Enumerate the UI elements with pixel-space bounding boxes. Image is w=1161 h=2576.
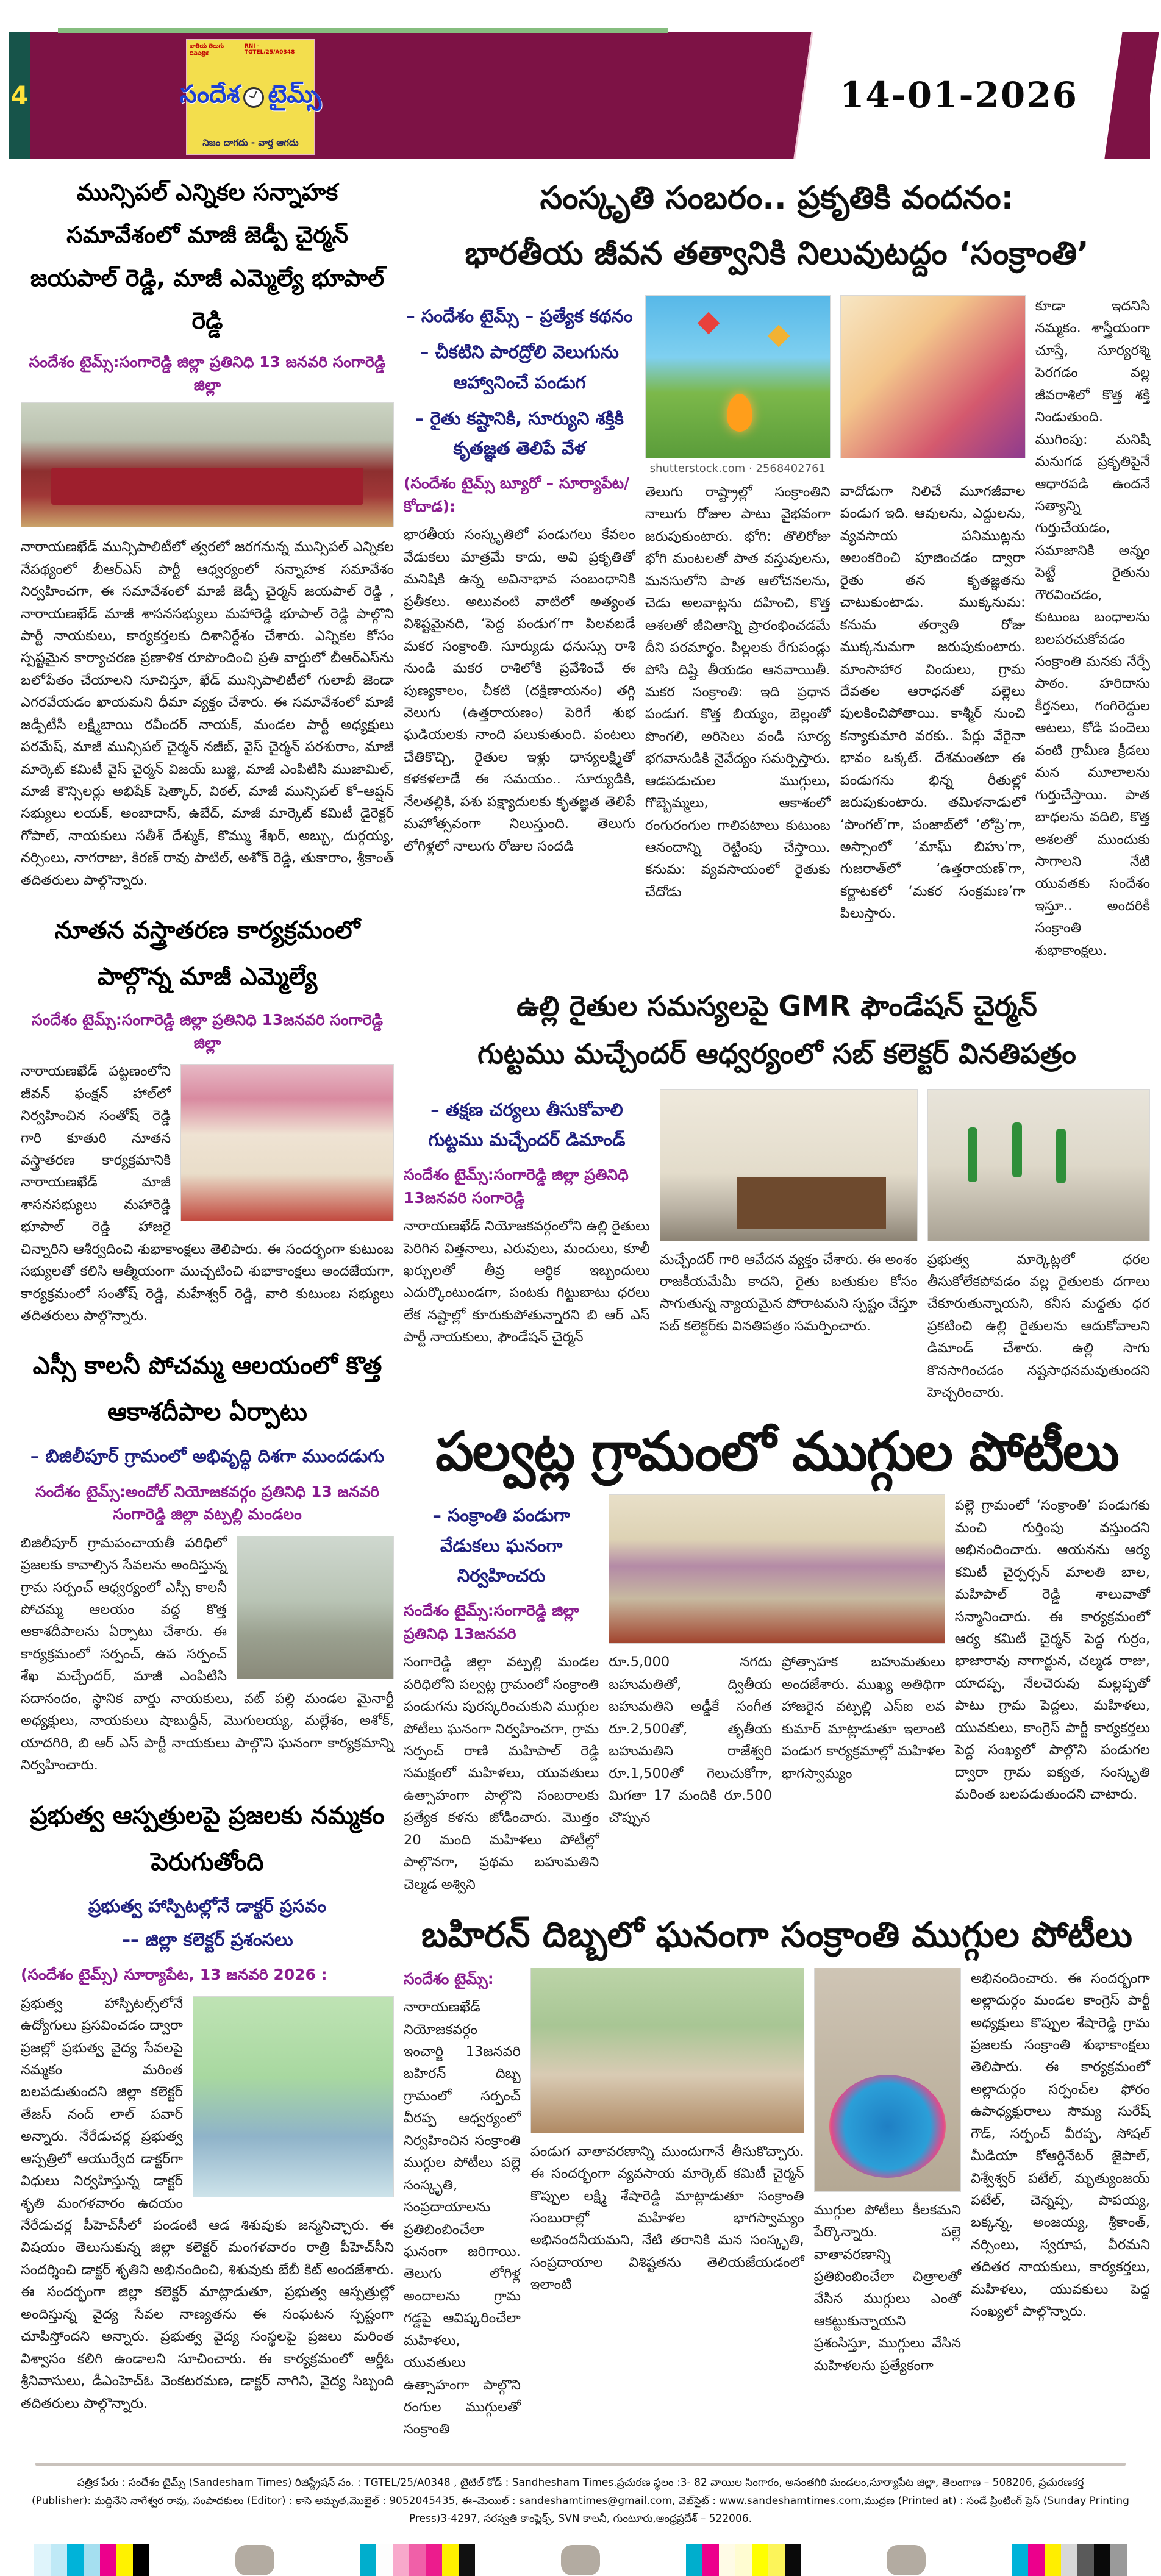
photo-function-hall [180,1064,394,1221]
bonfire-shape [727,394,752,432]
kite-shape [698,312,720,335]
logo-title-right: టైమ్స్ [268,80,322,109]
sankranti-col3: వాదోడుగా నిలిచే మూగజీవాల పండుగ ఇది. ఆవులను, ఎద్దులను, వ్యవసాయ పనిముట్లను అలంకరించి పూజించడం ద్వారా రైతు తన కృతజ్ఞతను చాటుకుంటాడు. ముక్కనుమ: కనుమ తర్వాతి రోజు ముక్కనుమగా జరుపుకుంటారు. మాంసాహార విందులు, గ్రామ దేవతల ఆరాధనతో పల్లెలు పులకించిపోతాయి. కాశ్మీర్ నుంచి కన్యాకుమారి వరకు.. పేర్లు వేరైనా భావం ఒక్కటే. దేశమంతటా ఈ పండుగను భిన్న రీతుల్లో జరుపుకుంటారు. తమిళనాడులో ‘పొంగల్’గా, పంజాబ్‌లో ‘లోప్రి’గా, అస్సాంలో ‘మాఘ్ బిహు’గా, గుజరాత్‌లో ‘ఉత్తరాయణ్’గా, కర్ణాటకలో ‘మకర సంక్రమణ’గా పిలుస్తారు. [840,483,1026,922]
edition-date: 14-01-2026 [840,74,1078,116]
bullet-3: – రైతు కష్టానికి, సూర్యుని శక్తికి కృతజ్ఞత తెలిపే వేళ [415,407,624,459]
footer-divider [35,2463,1126,2466]
color-swatch [67,2544,84,2576]
bahiran-lead-column [404,1968,521,2441]
sankranti-photo-column-2 [840,295,1026,925]
logo-top-row [190,43,312,58]
article-byline: సందేశం టైమ్స్: [404,1969,494,1988]
photo-caption: shutterstock.com · 2568402761 [649,462,826,475]
article-byline: సందేశం టైమ్స్:సంగారెడ్డి జిల్లా ప్రతినిధి 13 జనవరి సంగారెడ్డి జిల్లా [29,353,386,394]
newspaper-logo [179,39,322,155]
registration-blob [561,2545,600,2575]
photo-prize-distribution [530,1968,804,2133]
article-headline-line1: ఉల్లి రైతుల సమస్యలపై GMR ఫౌండేషన్ చైర్మన్ [516,990,1037,1023]
bahiran-right-column [971,1968,1150,2323]
article-headline: ఎస్సీ కాలనీ పోచమ్మ ఆలయంలో కొత్త ఆకాశదీపాల ఏర్పాటు [32,1352,382,1427]
print-color-calibration-bars [34,2544,1127,2576]
color-swatch [393,2544,409,2576]
sankranti-col1: భారతీయ సంస్కృతిలో పండుగలు కేవలం వేడుకలు మాత్రమే కాదు, అవి ప్రకృతితో మనిషికి ఉన్న అవినాభావ సంబంధానికి ప్రతీకలు. అటువంటి వాటిలో అత్యంత విశిష్టమైనది, ‘పెద్ద పండుగ’గా పిలవబడే మకర సంక్రాంతి. సూర్యుడు ధనుస్సు రాశి నుండి మకర రాశిలోకి ప్రవేశించే ఈ పుణ్యకాలం, చీకటి (దక్షిణాయనం) తగ్గి వెలుగు (ఉత్తరాయణం) పెరిగే శుభ ఘడియలకు నాంది పలుకుతుంది. పంటలు చేతికొచ్చి, రైతుల ఇళ్లు ధాన్యలక్ష్మితో కళకళలాడే ఈ సమయం.. సూర్యుడికి, నేలతల్లికి, పశు పక్ష్యాదులకు కృతజ్ఞత తెలిపే మహోత్సవంగా నిలుస్తుంది. తెలుగు లోగిళ్లలో నాలుగు రోజుల సందడి [404,527,635,854]
color-swatch [51,2544,67,2576]
color-swatch [442,2544,459,2576]
left-column [21,171,394,2456]
article-gmr-onion-farmers [404,982,1150,1404]
photo-rangoli-artwork [814,1968,961,2192]
color-swatch [133,2544,149,2576]
article-byline: (సందేశం టైమ్స్) సూర్యాపేట, 13 జనవరి 2026 : [21,1966,327,1984]
logo-rni-code: RNI - TGTEL/25/A0348 [244,43,295,55]
article-government-hospitals [21,1793,394,2414]
color-swatch [376,2544,393,2576]
color-swatch [1028,2544,1045,2576]
color-swatch [735,2544,752,2576]
sankranti-col2: తెలుగు రాష్ట్రాల్లో సంక్రాంతిని నాలుగు రోజుల పాటు వైభవంగా జరుపుకుంటారు. భోగి: తొలిరోజు భోగి మంటలతో పాత వస్తువులను, మనసులోని పాత ఆలోచనలను, చెడు అలవాట్లను దహించి, కొత్త ఆశలతో జీవితాన్ని ప్రారంభించడమే దీని పరమార్థం. పిల్లలకు రేగుపండ్లు పోసి దిష్టి తీయడం ఆనవాయితీ. మకర సంక్రాంతి: ఇది ప్రధాన పండుగ. కొత్త బియ్యం, బెల్లంతో పొంగలి, అరిసెలు వండి సూర్య భగవానుడికి నైవేద్యం సమర్పిస్తారు. ఆడపడుచుల ముగ్గులు, గొబ్బెమ్మలు, ఆకాశంలో రంగురంగుల గాలిపటాలు కుటుంబ ఆనందాన్ని రెట్టింపు చేస్తాయి. కనుమ: వ్యవసాయంలో రైతుకు చేదోడు [645,484,831,900]
color-swatch [1045,2544,1061,2576]
photo-municipal-meeting [21,402,394,527]
article-subhead: – బిజిలీపూర్ గ్రామంలో అభివృద్ధి దిశగా ముందడుగు [30,1446,385,1467]
logo-title-left: సందేశ [179,80,240,109]
article-municipal-meeting [21,171,394,891]
article-byline: సందేశం టైమ్స్:సంగారెడ్డి జిల్లా ప్రతినిధి 13జనవరి సంగారెడ్డి [404,1166,629,1207]
color-bar-group [34,2544,149,2576]
color-swatch [409,2544,426,2576]
article-palvatla-rangoli [404,1419,1150,1896]
clock-icon [243,87,264,108]
date-panel [793,32,1122,159]
color-swatch [719,2544,735,2576]
palvatla-col2: రూ.5,000 నగదు బహుమతితో, ద్వితీయ బహుమతిని అడ్డీకే సంగీత రూ.2,500తో, తృతీయ బహుమతిని రాజేశ్వరి రూ.1,500తో గెలుచుకోగా, మిగతా 17 మందికి రూ.500 చొప్పున [609,1654,772,1826]
article-body: బిజిలీపూర్ గ్రామపంచాయతీ పరిధిలో ప్రజలకు కావాల్సిన సేవలను అందిస్తున్న గ్రామ సర్పంచ్ ఆధ్వర్యంలో ఎస్సీ కాలనీ పోచమ్మ ఆలయం వద్ద కొత్త ఆకాశదీపాలను ఏర్పాటు చేశారు. ఈ కార్యక్రమంలో సర్పంచ్, ఉప సర్పంచ్ శేఖ మచ్చేందర్, మాజీ ఎంపిటిసి సదానందం, స్థానిక వార్డు నాయకులు, వట్ పల్లి మండల మైనార్టీ అధ్యక్షులు, నాయకులు షాబుద్దీన్, మొగులయ్య, మల్లేశం, అశోక్, యాదగిరి, బి ఆర్ ఎస్ పార్టీ నాయకులు పాల్గొని ఘనంగా కార్యక్రమాన్ని నిర్వహించారు. [21,1535,394,1774]
palvatla-col4: పల్లె గ్రామంలో ‘సంక్రాంతి’ పండుగకు మంచి గుర్తింపు వస్తుందని అభినందించారు. ఆయనను ఆర్య కమిటీ చైర్పర్సన్ మాలతి బాల, మహిపాల్ రెడ్డి శాలువాతో సన్మానించారు. ఈ కార్యక్రమంలో ఆర్య కమిటీ చైర్మన్ పెద్ద గుర్రం, భాజారావు నాగార్జున, చల్మడ రాజు, యాదప్ప, నేలచెరువు మల్లప్పతో పాటు గ్రామ పెద్దలు, మహిళలు, యువకులు, కాంగ్రెస్ పార్టీ కార్యకర్తలు పెద్ద సంఖ్యలో పాల్గొని పండుగల ద్వారా గ్రామ ఐక్యత, సంస్కృతి మరింత బలపడుతుందని చాటారు. [954,1497,1150,1803]
imprint-line-2: (Publisher): మద్దినేని నాగేశ్వర రావు, సంపాదకులు (Editor) : కాసె అమృత,మొబైల్ : 9052045435, ఈ–మెయిల్ : sandeshamtimes@gmail.com, వెబ్‌సైట్ : www.sandeshamtimes.com,ముద్రణ (Printed at) : సండే ప్రింటింగ్ ప్రెస్ (Sunday Printing Press)3-4297, సరస్వతి కాంప్లెక్స్, SVN కాలనీ, గుంటూరు,ఆంధ్రప్రదేశ్ – 522006. [32,2494,1129,2525]
color-swatch [1094,2544,1110,2576]
photo-sankranti-illustration [645,295,831,458]
article-new-clothes [21,907,394,1327]
article-headline: నూతన వస్త్రాతరణ కార్యక్రమంలో పాల్గొన్న మాజీ ఎమ్మెల్యే [54,916,360,991]
green-scarf-shape [1012,1122,1022,1177]
logo-tagline: నిజం దాగదు - వార్త ఆగదు [202,137,299,148]
masthead-banner [30,32,1150,159]
registration-blob [235,2545,274,2575]
color-swatch [1110,2544,1127,2576]
photo-sankranti-traditional [840,295,1026,458]
article-byline: సందేశం టైమ్స్:సంగారెడ్డి జిల్లా ప్రతినిధి 13జనవరి [404,1602,579,1643]
registration-blob [887,2545,926,2575]
gmr-photo-column-2 [927,1089,1150,1404]
color-swatch [360,2544,376,2576]
logo-top-left-text: జాతీయ తెలుగు దినపత్రిక [190,43,224,57]
sankranti-right-column [1035,295,1150,962]
banner-tail [1120,32,1159,159]
bahiran-photo-column-1 [530,1968,804,2296]
color-swatch [100,2544,116,2576]
palvatla-col3: ప్రోత్సాహక బహుమతులు అందజేశారు. ముఖ్య అతిథిగా హాజరైన వట్పల్లి ఎస్ఐ లవ కుమార్ మాట్లాడుతూ ఇలాంటి పండుగ కార్యక్రమాల్లో మహిళల భాగస్వామ్యం [782,1654,945,1782]
article-headline: మున్సిపల్ ఎన్నికల సన్నాహక సమావేశంలో మాజీ జెడ్పీ చైర్మన్ జయపాల్ రెడ్డి, మాజీ ఎమ్మెల్యే భూపాల్ రెడ్డి [30,179,385,334]
photo-sub-collector-office [660,1089,918,1241]
sankranti-lead-column [404,295,635,857]
banner-green-strip [58,28,668,33]
bahiran-col3: ముగ్గుల పోటీలు కీలకమని పేర్కొన్నారు. పల్లె వాతావరణాన్ని ప్రతిబింబించేలా చిత్రాలతో వేసిన ముగ్గులు ఎంతో ఆకట్టుకున్నాయని ప్రశంసిస్తూ, ముగ్గులు వేసిన మహిళలను ప్రత్యేకంగా [813,2202,961,2374]
article-byline: సందేశం టైమ్స్:సంగారెడ్డి జిల్లా ప్రతినిధి 13జనవరి సంగారెడ్డి జిల్లా [32,1011,383,1052]
meeting-table-shape [51,468,363,505]
logo-title [180,80,321,115]
gmr-col1: నారాయణఖేడ్ నియోజకవర్గంలోని ఉల్లి రైతులు పెరిగిన విత్తనాలు, ఎరువులు, మందులు, కూలీ ఖర్చులతో తీవ్ర ఆర్థిక ఇబ్బందులు ఎదుర్కొంటుండగా, పంటకు గిట్టుబాటు ధరలు లేక నష్టాల్లో కూరుకుపోతున్నారని బి ఆర్ ఎస్ పార్టీ నాయకులు, ఫౌండేషన్ చైర్మన్ [404,1218,650,1346]
palvatla-col1: సంగారెడ్డి జిల్లా వట్పల్లి మండల పరిధిలోని పల్వట్ల గ్రామంలో సంక్రాంతి పండుగను పురస్కరించుకుని ముగ్గుల పోటీలు ఘనంగా నిర్వహించగా, గ్రామ సర్పంచ్ రాణి మహిపాల్ రెడ్డి సమక్షంలో మహిళలు, యువతులు ఉత్సాహంగా పాల్గొని సంబరాలకు ప్రత్యేక కళను జోడించారు. మొత్తం 20 మంది మహిళలు పోటీల్లో పాల్గొనగా, ప్రథమ బహుమతిని చెల్మడ అశ్విని [404,1654,599,1893]
article-headline-line2: గుట్టము మచ్చేందర్ ఆధ్వర్యంలో సబ్ కలెక్టర్ వినతిపత్రం [477,1037,1076,1071]
gmr-lead-column [404,1089,650,1349]
bahiran-col2: పండుగ వాతావరణాన్ని ముందుగానే తీసుకొచ్చారు. ఈ సందర్భంగా వ్యవసాయ మార్కెట్ కమిటీ చైర్మన్ కొప్పుల లక్ష్మి శేషారెడ్డి మాట్లాడుతూ సంక్రాంతి సంబురాల్లో మహిళల భాగస్వామ్యం అభినందనీయమని, నేటి తరానికి మన సంస్కృతి, సంప్రదాయాల విశిష్టతను తెలియజేయడంలో ఇలాంటి [530,2143,804,2293]
kite-shape [768,325,790,348]
color-swatch [752,2544,768,2576]
palvatla-lead-column [404,1494,599,1896]
article-subhead: – సంక్రాంతి పండుగా వేడుకలు ఘనంగా నిర్వహించరు [432,1505,570,1586]
color-swatch [1012,2544,1028,2576]
color-bar-group [1012,2544,1127,2576]
article-headline: ప్రభుత్వ ఆస్పత్రులపై ప్రజలకు నమ్మకం పెరుగుతోంది [30,1801,385,1876]
photo-farmers-memorandum [927,1089,1150,1241]
photo-palvatla-event [609,1494,945,1644]
main-column [404,171,1150,2456]
color-swatch [84,2544,100,2576]
color-swatch [702,2544,719,2576]
article-subhead: – తక్షణ చర్యలు తీసుకోవాలి గుట్టము మచ్చేందర్ డిమాండ్ [428,1099,626,1150]
palvatla-photo-column [609,1494,945,1829]
article-body: నారాయణఖేడ్ మున్సిపాలిటీలో త్వరలో జరగనున్న మున్సిపల్ ఎన్నికల నేపథ్యంలో బీఆర్ఎస్ పార్టీ ఆధ్వర్యంలో సన్నాహక సమావేశం నిర్వహించగా, ఈ సమావేశంలో మాజీ జెడ్పీ చైర్మన్ జయపాల్ రెడ్డి , నారాయణఖేడ్ మాజీ శాసనసభ్యులు మహారెడ్డి భూపాల్ రెడ్డి పాల్గొని పార్టీ నాయకులు, కార్యకర్తలకు దిశానిర్దేశం చేశారు. ఎన్నికల కోసం స్పష్టమైన కార్యాచరణ ప్రణాళిక రూపొందించి ప్రతి వార్డులో బీఆర్ఎస్‌ను బలోపేతం చేయాలని సూచిస్తూ, ఖేడ్ మున్సిపాలిటీలో గులాబీ జెండా ఎగరవేయడం ఖాయమని ధీమా వ్యక్తం చేశారు. ఈ సమావేశంలో మాజీ జడ్పీటీసీ లక్ష్మీబాయి రవీందర్ నాయక్, మండల పార్టీ అధ్యక్షులు పరమేష్, మాజీ మున్సిపల్ చైర్మన్ నజీబ్, వైస్ చైర్మన్ పరశురాం, మాజీ మార్కెట్ కమిటీ వైస్ చైర్మన్ విజయ్ బుజ్జి, మాజీ ఎంపిటిసి ముజామిల్, మాజీ కౌన్సిలర్లు అభిషేక్ షెత్కార్, విఠల్, మాజీ మున్సిపల్ కో–ఆప్షన్ సభ్యులు లయక్, అంబాదాస్, ఉబేద్, మాజీ మార్కెట్ కమిటీ డైరెక్టర్ గోపాల్, నాయకులు సతీశ్ దేశ్ముక్, కొమ్ము శేఖర్, అబ్బు, దుర్గయ్య, నర్సింలు, నాగరాజు, కిరణ్ రావు పాటిల్, అశోక్ రెడ్డి, తుకారాం, శ్రీకాంత్ తదితరులు పాల్గొన్నారు. [21,539,394,888]
color-swatch [785,2544,801,2576]
masthead [0,32,1161,159]
office-desk-shape [737,1177,886,1228]
bahiran-col4: అభినందించారు. ఈ సందర్భంగా అల్లాదుర్గం మండల కాంగ్రెస్ పార్టీ అధ్యక్షులు కొప్పుల శేషారెడ్డి గ్రామ ప్రజలకు సంక్రాంతి శుభాకాంక్షలు తెలిపారు. ఈ కార్యక్రమంలో అల్లాదుర్గం సర్పంచ్‌ల ఫోరం ఉపాధ్యక్షురాలు సౌమ్య సురేష్ గౌడ్, సర్పంచ్ వీరప్ప, సోషల్ మీడియా కోఆర్డినేటర్ జైపాల్, విశ్వేశ్వర్ పటేల్, మృత్యుంజయ్ పటేల్, చెన్నప్ప, పాపయ్య, బక్కన్న, అంజయ్య, శ్రీకాంత్, నర్సింలు, స్వరూప, వీరమని తదితర నాయకులు, కార్యకర్తలు, మహిళలు, యువకులు పెద్ద సంఖ్యలో పాల్గొన్నారు. [971,1970,1150,2320]
bahiran-col1: నారాయణఖేడ్ నియోజకవర్గం ఇంచార్జి 13జనవరి బహిరన్ దిబ్బ గ్రామంలో సర్పంచ్ వీరప్ప ఆధ్వర్యంలో నిర్వహించిన సంక్రాంతి ముగ్గుల పోటీలు పల్లె సంస్కృతి, సంప్రదాయాలను ప్రతిబింబించేలా ఘనంగా జరిగాయి. తెలుగు లోగిళ్ల అందాలను గ్రామ గడ్డపై ఆవిష్కరించేలా మహిళలు, యువతులు ఉత్సాహంగా పాల్గొని రంగుల ముగ్గులతో సంక్రాంతి [404,1999,521,2438]
bullet-2: – చీకటిని పారద్రోలి వెలుగును ఆహ్వానించే పండుగ [420,341,619,393]
article-byline: సందేశం టైమ్స్:అందోల్ నియోజకవర్గం ప్రతినిధి 13 జనవరి సంగారెడ్డి జిల్లా వట్పల్లి మండలం [35,1482,379,1524]
feature-headline-line1: సంస్కృతి సంబరం.. ప్రకృతికి వందనం: [540,180,1014,216]
rangoli-circle-shape [829,2075,946,2177]
color-bar-group [360,2544,475,2576]
green-scarf-shape [968,1127,977,1182]
color-bar-group [686,2544,801,2576]
sankranti-photo-column-1 [645,295,831,903]
page-footer [0,2463,1161,2576]
color-swatch [34,2544,51,2576]
article-sc-colony-lamps [21,1343,394,1776]
color-swatch [459,2544,475,2576]
page-content [0,167,1161,2456]
color-swatch [1077,2544,1094,2576]
color-swatch [768,2544,785,2576]
sankranti-col4: కూడా ఇదనిసి నమ్మకం. శాస్త్రీయంగా చూస్తే, సూర్యరశ్మి పెరగడం వల్ల జీవరాశిలో కొత్త శక్తి నిండుతుంది. ముగింపు: మనిషి మనుగడ ప్రకృతిపైనే ఆధారపడి ఉందనే సత్యాన్ని గుర్తుచేయడం, సమాజానికి అన్నం పెట్టే రైతును గౌరవించడం, కుటుంబ బంధాలను బలపరచుకోవడం సంక్రాంతి మనకు నేర్పే పాఠం. హరిదాసు కీర్తనలు, గంగిరెద్దుల ఆటలు, కోడి పందెలు వంటి గ్రామీణ క్రీడలు మన మూలాలను గుర్తుచేస్తాయి. పాత బాధలను వదిలి, కొత్త ఆశలతో ముందుకు సాగాలని నేటి యువతకు సందేశం ఇస్తూ.. అందరికీ సంక్రాంతి శుభాకాంక్షలు. [1035,298,1150,958]
gmr-photo-column-1 [660,1089,918,1338]
color-swatch [426,2544,442,2576]
color-swatch [686,2544,702,2576]
article-bahiran-rangoli [404,1914,1150,2441]
palvatla-right-column [955,1494,1150,1805]
bahiran-photo-column-2 [814,1968,961,2377]
page-number: 4 [10,80,29,110]
page-number-block [9,32,30,159]
color-swatch [1061,2544,1077,2576]
bullet-1: – సందేశం టైమ్స్ – ప్రత్యేక కథనం [406,305,633,326]
photo-village-street [237,1536,394,1679]
article-subhead-1: ప్రభుత్వ హాస్పిటల్లోనే డాక్టర్ ప్రసవం [88,1895,327,1916]
article-headline: పల్వట్ల గ్రామంలో ముగ్గుల పోటీలు [435,1419,1118,1483]
article-body: నారాయణఖేడ్ పట్టణంలోని జీవన్ ఫంక్షన్ హాల్‌లో నిర్వహించిన సంతోష్ రెడ్డి గారి కూతురి నూతన వస్త్రాతరణ కార్యక్రమానికి నారాయణఖేడ్ మాజీ శాసనసభ్యులు మహారెడ్డి భూపాల్ రెడ్డి హాజరై చిన్నారిని ఆశీర్వదించి శుభాకాంక్షలు తెలిపారు. ఈ సందర్భంగా కుటుంబ సభ్యులతో కలిసి ఆత్మీయంగా ముచ్చటించి శుభాకాంక్షలు అందజేయగా, కార్యక్రమంలో సంతోష్ రెడ్డి, మహేశ్వర్ రెడ్డి, వారి కుటుంబ సభ్యులు తదితరులు పాల్గొన్నారు. [21,1063,394,1324]
gmr-col3: ప్రభుత్వ మార్కెట్లలో ధరల తీసుకోలేకపోవడం వల్ల రైతులకు దగాలు చేకూరుతున్నాయని, కనీస మద్దతు ధర ప్రకటించి ఉల్లి రైతులను ఆదుకోవాలని డిమాండ్ చేశారు. ఉల్లి సాగు కొనసాగించడం నష్టసాధనమవుతుందని హెచ్చరించారు. [927,1251,1150,1401]
article-byline: (సందేశం టైమ్స్ బ్యూరో – సూర్యాపేట/కోదాడ): [404,474,630,515]
article-sankranti-feature [404,171,1150,962]
article-subhead-2: –– జిల్లా కలెక్టర్ ప్రశంసలు [121,1928,293,1950]
gmr-col2: మచ్చేందర్ గారి ఆవేదన వ్యక్తం చేశారు. ఈ అంశం రాజకీయమేమీ కాదని, రైతు బతుకుల కోసం సాగుతున్న న్యాయమైన పోరాటమని స్పష్టం చేస్తూ సబ్ కలెక్టర్‌కు వినతిపత్రం సమర్పించారు. [659,1251,918,1334]
green-scarf-shape [1056,1129,1066,1183]
imprint-line-1: పత్రిక పేరు : సందేశం టైమ్స్ (Sandesham Times) రిజిస్ట్రేషన్ నం. : TGTEL/25/A0348 , టైటిల్ కోడ్ : Sandhesham Times.ప్రచురణ స్థలం :3- 82 వాయిల సింగారం, అనంతగిరి మండలం,సూర్యాపేట జిల్లా, తెలంగాణ – 508206, ప్రచురణకర్త [77,2476,1084,2489]
color-swatch [116,2544,133,2576]
photo-hospital-ward [193,1996,394,2197]
article-headline: బహిరన్ దిబ్బలో ఘనంగా సంక్రాంతి ముగ్గుల పోటీలు [421,1914,1133,1956]
article-body: ప్రభుత్వ హాస్పిటల్స్‌లోనే ఉద్యోగులు ప్రసవించడం ద్వారా ప్రజల్లో ప్రభుత్వ వైద్య సేవలపై నమ్మకం మరింత బలపడుతుందని జిల్లా కలెక్టర్ తేజస్ నంద్ లాల్ పవార్ అన్నారు. నేరేడుచర్ల ప్రభుత్వ ఆస్పత్రిలో ఆయుర్వేద డాక్టర్‌గా విధులు నిర్వహిస్తున్న డాక్టర్ శృతి మంగళవారం ఉదయం నేరేడుచర్ల పీహెచ్‌సీలో పండంటి ఆడ శిశువుకు జన్మనిచ్చారు. ఈ విషయం తెలుసుకున్న జిల్లా కలెక్టర్ మంగళవారం రాత్రి పీహెచ్‌సీని సందర్శించి డాక్టర్ శృతిని అభినందించి, శిశువుకు బేబీ కిట్ అందజేశారు. ఈ సందర్భంగా జిల్లా కలెక్టర్ మాట్లాడుతూ, ప్రభుత్వ ఆస్పత్రుల్లో అందిస్తున్న వైద్య సేవల నాణ్యతను ఈ సంఘటన స్పష్టంగా చూపిస్తోందని అన్నారు. ప్రభుత్వ వైద్య సంస్థలపై ప్రజలు మరింత విశ్వాసం కలిగి ఉండాలని సూచించారు. ఈ కార్యక్రమంలో ఆర్డీఓ శ్రీనివాసులు, డీఎంహెచ్ఓ వెంకటరమణ, డాక్టర్ నాగిని, వైద్య సిబ్బంది తదితరులు పాల్గొన్నారు. [21,1995,394,2411]
feature-headline-line2: భారతీయ జీవన తత్వానికి నిలువుటద్దం ‘సంక్రాంతి’ [465,235,1089,272]
